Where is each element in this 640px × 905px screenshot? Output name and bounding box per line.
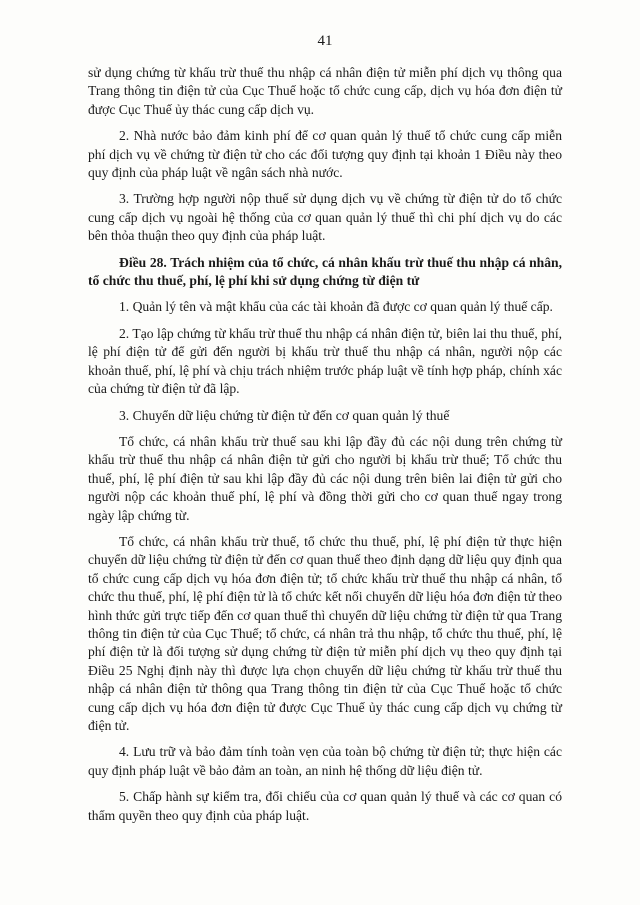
document-body xyxy=(88,64,562,833)
page-number: 41 xyxy=(317,33,333,49)
document-page xyxy=(88,0,562,905)
paragraph-art28-clause-3: 3. Chuyển dữ liệu chứng từ điện tử đến cơ quan quản lý thuế xyxy=(119,407,450,423)
paragraph-clause-3: 3. Trường hợp người nộp thuế sử dụng dịch vụ về chứng từ điện tử do tổ chức cung cấp dịch vụ ngoài hệ thống của cơ quan quản lý thuế thì chi phí dịch vụ do các bên thỏa thuận theo quy định của pháp luật. xyxy=(88,191,562,244)
paragraph-art28-clause-2: 2. Tạo lập chứng từ khấu trừ thuế thu nhập cá nhân điện tử, biên lai thu thuế, phí, lệ phí điện tử để gửi đến người bị khấu trừ thuế thu nhập cá nhân, người nộp các khoản thuế, phí, lệ phí và chịu trách nhiệm trước pháp luật về tính hợp pháp, chính xác của chứng từ điện tử đã lập. xyxy=(88,325,562,397)
paragraph-art28-clause-3-b: Tổ chức, cá nhân khấu trừ thuế, tổ chức thu thuế, phí, lệ phí điện tử thực hiện chuyển dữ liệu chứng từ điện tử đến cơ quan thuế theo định dạng dữ liệu quy định qua tổ chức cung cấp dịch vụ hóa đơn điện tử; tổ chức khấu trừ thuế thu nhập cá nhân, tổ chức thu thuế, phí, lệ phí điện tử là tổ chức kết nối chuyển dữ liệu hóa đơn điện tử theo hình thức gửi trực tiếp đến cơ quan thuế thì chuyển dữ liệu chứng từ điện tử qua Trang thông tin điện tử của Cục Thuế; tổ chức, cá nhân trả thu nhập, tổ chức thu thuế, phí, lệ phí điện tử là đối tượng sử dụng chứng từ điện tử miễn phí dịch vụ theo quy định tại Điều 25 Nghị định này thì được lựa chọn chuyển dữ liệu chứng từ khấu trừ thuế thu nhập cá nhân điện tử thông qua Trang thông tin điện tử của Cục Thuế hoặc tổ chức cung cấp dịch vụ hóa đơn điện tử được Cục Thuế ủy thác cung cấp dịch vụ chứng từ điện tử. xyxy=(88,533,562,733)
article-28-heading: Điều 28. Trách nhiệm của tổ chức, cá nhân khấu trừ thuế thu nhập cá nhân, tổ chức thu thuế, phí, lệ phí khi sử dụng chứng từ điện tử xyxy=(88,254,562,289)
paragraph-continuation: sử dụng chứng từ khấu trừ thuế thu nhập cá nhân điện tử miễn phí dịch vụ thông qua Trang thông tin điện tử của Cục Thuế hoặc tổ chức cung cấp, dịch vụ hóa đơn điện tử được Cục Thuế ủy thác cung cấp dịch vụ. xyxy=(88,65,562,117)
paragraph-art28-clause-1: 1. Quản lý tên và mật khẩu của các tài khoản đã được cơ quan quản lý thuế cấp. xyxy=(119,299,553,315)
paragraph-art28-clause-4: 4. Lưu trữ và bảo đảm tính toàn vẹn của toàn bộ chứng từ điện tử; thực hiện các quy định pháp luật về bảo đảm an toàn, an ninh hệ thống dữ liệu điện tử. xyxy=(88,744,562,778)
paragraph-clause-2: 2. Nhà nước bảo đảm kinh phí để cơ quan quản lý thuế tổ chức cung cấp miễn phí dịch vụ về chứng từ điện tử cho các đối tượng quy định tại khoản 1 Điều này theo quy định của pháp luật về ngân sách nhà nước. xyxy=(88,128,562,181)
paragraph-art28-clause-3-a: Tổ chức, cá nhân khấu trừ thuế sau khi lập đầy đủ các nội dung trên chứng từ khấu trừ thuế thu nhập cá nhân điện tử gửi cho người bị khấu trừ thuế; Tổ chức thu thuế, phí, lệ phí điện tử sau khi lập đầy đủ các nội dung trên biên lai điện tử gửi cho người nộp các khoản thuế phí, lệ phí và đồng thời gửi cho cơ quan thuế ngay trong ngày lập chứng từ. xyxy=(88,433,562,523)
paragraph-art28-clause-5: 5. Chấp hành sự kiểm tra, đối chiếu của cơ quan quản lý thuế và các cơ quan có thẩm quyền theo quy định của pháp luật. xyxy=(88,789,562,823)
